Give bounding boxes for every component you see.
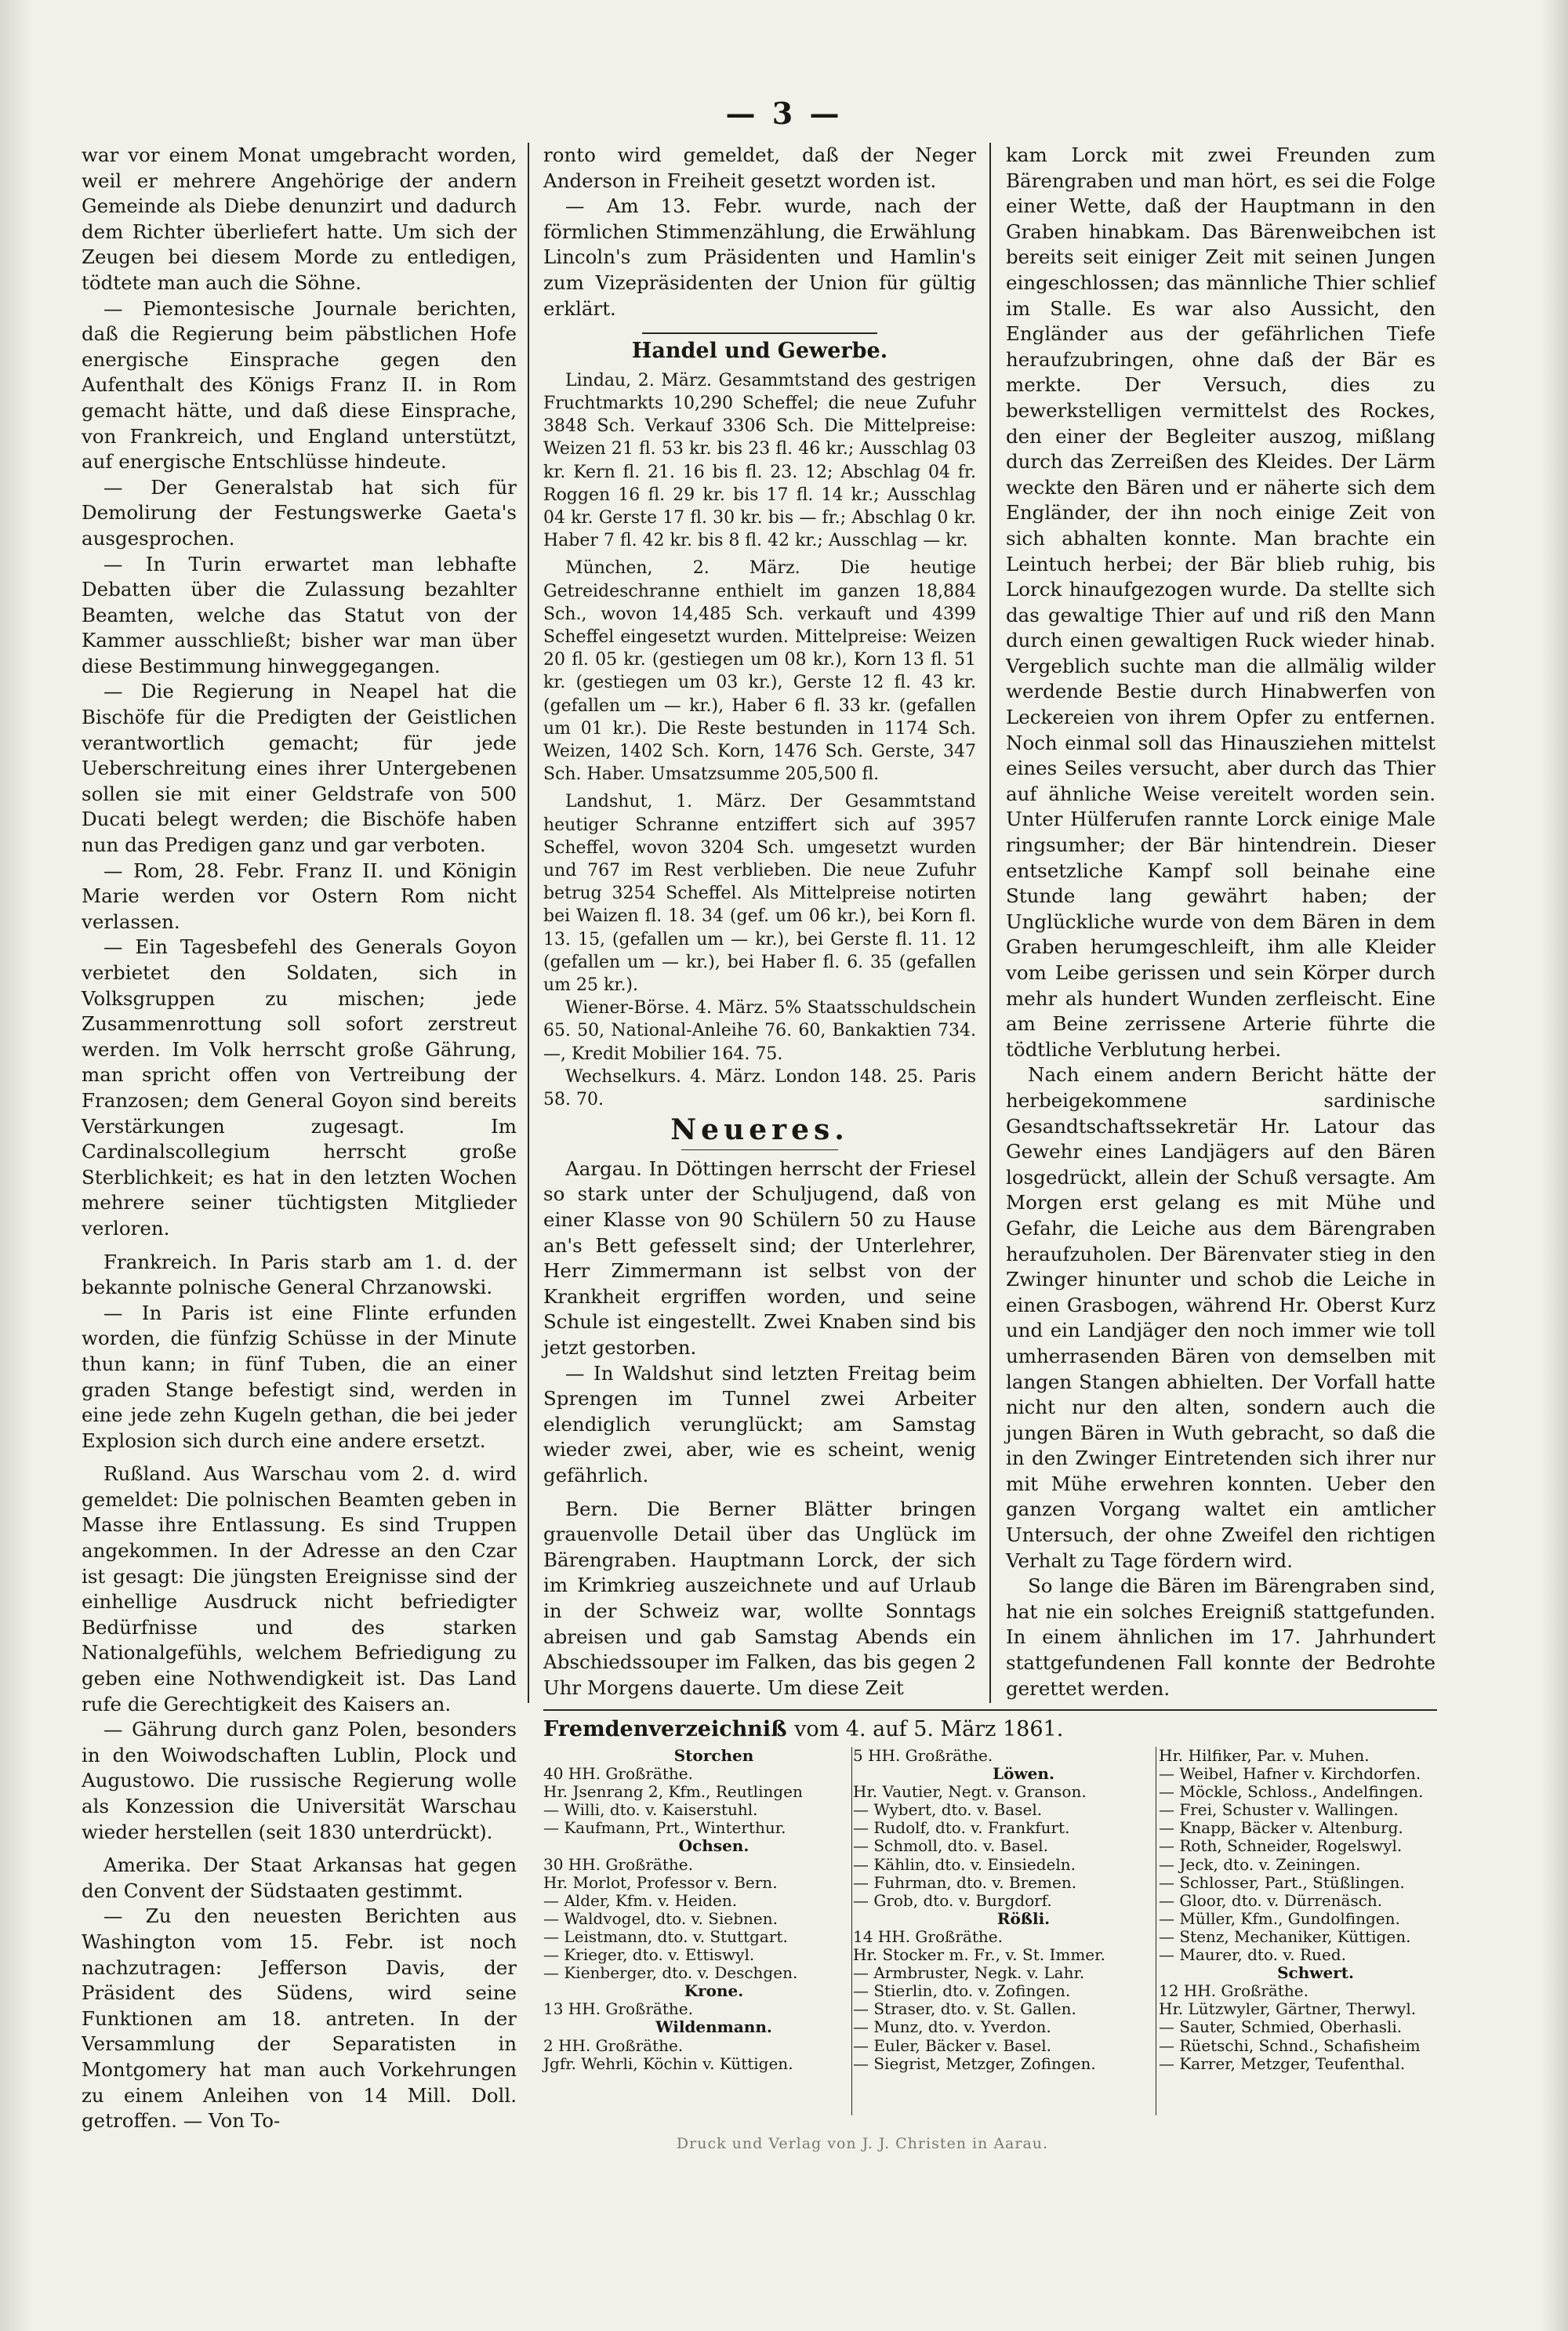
paragraph: ronto wird gemeldet, daß der Neger Anderson in Freiheit gesetzt worden ist. — [543, 143, 976, 192]
paragraph: Bern. Die Berner Blätter bringen grauenvolle Detail über das Unglück im Bärengraben. Hauptmann Lorck, der sich im Krimkrieg auszeichnete und auf Urlaub in der Schweiz war, wollte Sonntags abreisen und gab Samstag Abends ein Abschiedssouper im Falken, das bis gegen 2 Uhr Morgens dauerte. Um diese Zeit — [543, 1497, 976, 1699]
guest-entry: 30 HH. Großräthe. — [543, 1854, 693, 1874]
guest-entry: — Euler, Bäcker v. Basel. — [853, 2035, 1051, 2055]
hotel-name: Krone. — [684, 1981, 744, 2001]
column-rule-2 — [989, 143, 991, 1703]
guest-entry: — Karrer, Metzger, Teufenthal. — [1159, 2053, 1406, 2073]
guest-entry: Jgfr. Wehrli, Köchin v. Küttigen. — [543, 2053, 793, 2073]
article-column-1 — [82, 143, 517, 2134]
page-edge-left — [0, 0, 33, 2331]
paragraph: — Ein Tagesbefehl des Generals Goyon verbietet den Soldaten, sich in Volksgruppen zu mischen; jede Zusammenrottung soll sofort zerstreut werden. Im Volk herrscht große Gährung, man spricht offen von Vertreibung der Franzosen; dem General Goyon sind bereits Verstärkungen zugesagt. Im Cardinalscollegium herrscht große Sterblichkeit; es hat in den letzten Wochen mehrere seiner tüchtigsten Mitglieder verloren. — [82, 935, 517, 1240]
guest-entry: 2 HH. Großräthe. — [543, 2035, 684, 2055]
hotel-name: Rößli. — [996, 1908, 1051, 1928]
market-report: Wiener-Börse. 4. März. 5% Staatsschuldschein 65. 50, National-Anleihe 76. 60, Bankaktien 734. —, Kredit Mobilier 164. 75. — [543, 998, 976, 1064]
paragraph: — Piemontesische Journale berichten, daß die Regierung beim päbstlichen Hofe energische Einsprache gegen den Aufenthalt des Königs Franz II. in Rom gemacht hätte, und daß diese Einsprache, von Frankreich, und England unterstützt, auf energische Entschlüsse hindeute. — [82, 296, 517, 474]
guest-entry: — Maurer, dto. v. Rued. — [1159, 1945, 1346, 1965]
hotel-name: Löwen. — [993, 1764, 1054, 1784]
fremden-heading: Fremdenverzeichniß — [543, 1717, 787, 1741]
paragraph: — In Turin erwartet man lebhafte Debatten über die Zulassung bezahlter Beamten, welche das Statut von der Kammer ausschließt; bisher war man über diese Bestimmung hinweggegangen. — [82, 552, 517, 677]
guest-entry: — Willi, dto. v. Kaiserstuhl. — [543, 1800, 758, 1820]
guest-entry: — Straser, dto. v. St. Gallen. — [853, 1999, 1076, 2019]
guest-entry: Hr. Vautier, Negt. v. Granson. — [853, 1782, 1087, 1802]
guest-entry: 13 HH. Großräthe. — [543, 1999, 693, 2019]
paragraph: — Gährung durch ganz Polen, besonders in den Woiwodschaften Lublin, Plock und Augustowo. Die russische Regierung wolle als Konzession die Universität Warschau wieder herstellen (seit 1830 unterdrückt). — [82, 1718, 517, 1843]
market-report: Landshut, 1. März. Der Gesammtstand heutiger Schranne entziffert sich auf 3957 Scheffel, wovon 3204 Sch. umgesetzt wurden und 767 im Rest verblieben. Die neue Zufuhr betrug 3254 Scheffel. Als Mittelpreise notirten bei Waizen fl. 18. 34 (gef. um 06 kr.), bei Korn fl. 13. 15, (gefallen um — kr.), bei Gerste fl. 11. 12 (gefallen um — kr.), bei Haber fl. 6. 35 (gefallen um 25 kr.). — [543, 792, 976, 996]
paragraph: — In Paris ist eine Flinte erfunden worden, die fünfzig Schüsse in der Minute thun kann; in fünf Tuben, die an einer graden Stange befestigt sind, werden in eine jede zehn Kugeln gethan, die bei jeder Explosion sich durch eine andere ersetzt. — [82, 1301, 517, 1452]
article-column-2 — [543, 143, 976, 1701]
guest-entry: — Gloor, dto. v. Dürrenäsch. — [1159, 1890, 1383, 1910]
guest-entry: — Schlosser, Part., Stüßlingen. — [1159, 1872, 1405, 1892]
paragraph: — Am 13. Febr. wurde, nach der förmlichen Stimmenzählung, die Erwählung Lincoln's zum Präsidenten und Hamlin's zum Vizepräsidenten der Union für gültig erklärt. — [543, 194, 976, 320]
guest-entry: — Roth, Schneider, Rogelswyl. — [1159, 1836, 1403, 1856]
guest-entry: — Wybert, dto. v. Basel. — [853, 1800, 1043, 1820]
guest-entry: — Siegrist, Metzger, Zofingen. — [853, 2053, 1096, 2073]
paragraph: kam Lorck mit zwei Freunden zum Bärengraben und man hört, es sei die Folge einer Wette, daß der Hauptmann in den Graben hinabkam. Das Bärenweibchen ist bereits seit einiger Zeit mit seinen Jungen eingeschlossen; das männliche Thier schlief im Stalle. Es war also Aussicht, den Engländer aus der gefährlichen Tiefe heraufzubringen, ohne daß der Bär es merkte. Der Versuch, dies zu bewerkstelligen vermittelst des Rockes, den einer der Begleiter auszog, mißlang durch das Zerreißen des Kleides. Der Lärm weckte den Bären und er näherte sich dem Engländer, der ihn noch einige Zeit von sich abhalten konnte. Man brachte ein Leintuch herbei; der Bär blieb ruhig, bis Lorck hinaufgezogen wurde. Da stellte sich das gewaltige Thier auf und riß den Mann durch einen gewaltigen Ruck wieder hinab. Vergeblich suchte man die allmälig wilder werdende Bestie durch Hinabwerfen von Leckereien von ihrem Opfer zu entfernen. Noch einmal soll das Hinausziehen mittelst eines Seiles versucht, aber durch das Thier auf ähnliche Weise vereitelt worden sein. Unter Hülferufen rannte Lorck einige Male ringsumher; der Bär hintendrein. Dieser entsetzliche Kampf soll beinahe eine Stunde lang gewährt haben; der Unglückliche wurde von dem Bären in dem Graben herumgeschleift, ihm alle Kleider vom Leibe gerissen und sein Körper durch mehr als hundert Wunden zerfleischt. Eine am Beine zerrissene Arterie führte die tödtliche Verblutung herbei. — [1006, 143, 1436, 1061]
section-heading-neueres: Neueres. — [670, 1113, 849, 1147]
guest-entry: — Stierlin, dto. v. Zofingen. — [853, 1981, 1071, 2001]
market-report: München, 2. März. Die heutige Getreideschranne enthielt im ganzen 18,884 Sch., wovon 14,485 Sch. verkauft und 4399 Scheffel eingesetzt wurden. Mittelpreise: Weizen 20 fl. 05 kr. (gestiegen um 08 kr.), Korn 13 fl. 51 kr. (gestiegen um 03 kr.), Gerste 12 fl. 43 kr. (gefallen um — kr.), Haber 6 fl. 33 kr. (gefallen um 01 kr.). Die Reste bestunden in 1174 Sch. Weizen, 1402 Sch. Korn, 1476 Sch. Gerste, 347 Sch. Haber. Umsatzsumme 205,500 fl. — [543, 558, 976, 785]
market-report: Wechselkurs. 4. März. London 148. 25. Paris 58. 70. — [543, 1066, 976, 1110]
hotel-name: Wildenmann. — [655, 2017, 772, 2037]
page-edge-right — [1540, 0, 1568, 2331]
guest-entry: — Krieger, dto. v. Ettiswyl. — [543, 1945, 755, 1965]
paragraph-russland: Rußland. Aus Warschau vom 2. d. wird gemeldet: Die polnischen Beamten geben in Masse ihre Entlassung. Es sind Truppen angekommen. In der Adresse an den Czar ist gesagt: Die jüngsten Ereignisse sind der einhellige Ausdruck nicht befriedigter Bedürfnisse und des starken Nationalgefühls, welchem Befriedigung zu geben eine Nothwendigkeit ist. Das Land rufe die Gerechtigkeit des Kaisers an. — [82, 1462, 517, 1716]
paragraph: Aargau. In Döttingen herrscht der Friesel so stark unter der Schuljugend, daß von einer Klasse von 90 Schülern 50 zu Hause an's Bett gefesselt sind; der Unterlehrer, Herr Zimmermann ist selbst von der Krankheit ergriffen worden, und seine Schule ist eingestellt. Zwei Knaben sind bis jetzt gestorben. — [543, 1156, 976, 1359]
paragraph: war vor einem Monat umgebracht worden, weil er mehrere Angehörige der andern Gemeinde als Diebe denunzirt und dadurch dem Richter überliefert hatte. Um sich der Zeugen bei diesem Morde zu entledigen, tödtete man auch die Söhne. — [82, 143, 517, 294]
guest-entry: — Rudolf, dto. v. Frankfurt. — [853, 1818, 1070, 1838]
column-rule-1 — [528, 143, 529, 1703]
guest-entry: 12 HH. Großräthe. — [1159, 1981, 1308, 2001]
imprint: Druck und Verlag von J. J. Christen in Aarau. — [676, 2135, 1049, 2152]
guest-entry: — Kienberger, dto. v. Deschgen. — [543, 1963, 798, 1983]
guest-entry: — Grob, dto. v. Burgdorf. — [853, 1890, 1052, 1910]
guest-list-column-2 — [853, 1747, 1163, 2073]
guest-entry: — Kaufmann, Prt., Winterthur. — [543, 1818, 786, 1838]
guest-entry: Hr. Jsenrang 2, Kfm., Reutlingen — [543, 1782, 803, 1802]
guest-entry: — Munz, dto. v. Yverdon. — [853, 2017, 1051, 2037]
guest-entry: — Frei, Schuster v. Wallingen. — [1159, 1800, 1399, 1820]
guest-list-column-3 — [1159, 1747, 1441, 2073]
paragraph: — Die Regierung in Neapel hat die Bischöfe für die Predigten der Geistlichen verantwortlich gemacht; für jede Ueberschreitung eines ihrer Untergebenen sollen sie mit einer Geldstrafe von 500 Ducati belegt werden; die Bischöfe haben nun das Predigen ganz und gar verboten. — [82, 680, 517, 857]
guest-entry: — Kählin, dto. v. Einsiedeln. — [853, 1854, 1076, 1874]
section-rule — [642, 332, 877, 334]
article-column-3 — [1006, 143, 1436, 1701]
guest-entry: — Weibel, Hafner v. Kirchdorfen. — [1159, 1764, 1421, 1784]
guest-entry: 5 HH. Großräthe. — [853, 1746, 993, 1765]
guest-entry: — Sauter, Schmied, Oberhasli. — [1159, 2017, 1403, 2037]
guest-entry: — Schmoll, dto. v. Basel. — [853, 1836, 1049, 1856]
guest-entry: Hr. Stocker m. Fr., v. St. Immer. — [853, 1945, 1105, 1965]
guest-entry: Hr. Morlot, Professor v. Bern. — [543, 1872, 778, 1892]
paragraph: — Der Generalstab hat sich für Demolirung der Festungswerke Gaeta's ausgesprochen. — [82, 475, 517, 550]
guest-entry: Hr. Hilfiker, Par. v. Muhen. — [1159, 1746, 1370, 1765]
guest-entry: — Armbruster, Negk. v. Lahr. — [853, 1963, 1085, 1983]
guest-entry: — Stenz, Mechaniker, Küttigen. — [1159, 1926, 1411, 1946]
hotel-name: Storchen — [673, 1746, 754, 1765]
guest-entry: Hr. Lützwyler, Gärtner, Therwyl. — [1159, 1999, 1417, 2019]
guest-entry: — Fuhrman, dto. v. Bremen. — [853, 1872, 1077, 1892]
paragraph: — In Waldshut sind letzten Freitag beim Sprengen im Tunnel zwei Arbeiter elendiglich verunglückt; am Samstag wieder zwei, aber, wie es scheint, wenig gefährlich. — [543, 1361, 976, 1487]
guest-entry: — Rüetschi, Schnd., Schafisheim — [1159, 2035, 1421, 2055]
fremden-title — [543, 1717, 1437, 1741]
guest-entry: — Knapp, Bäcker v. Altenburg. — [1159, 1818, 1403, 1838]
paragraph: — Zu den neuesten Berichten aus Washington vom 15. Febr. ist noch nachzutragen: Jefferson Davis, der Präsident des Südens, wird seine Funktionen am 18. antreten. In der Versammlung der Separatisten in Montgomery hat man auch Vorkehrungen zu einem Anleihen von 14 Mill. Doll. getroffen. — Von To- — [82, 1904, 517, 2133]
guest-entry: — Alder, Kfm. v. Heiden. — [543, 1890, 738, 1910]
guest-entry: — Möckle, Schloss., Andelfingen. — [1159, 1782, 1424, 1802]
guest-entry: — Müller, Kfm., Gundolfingen. — [1159, 1908, 1400, 1928]
guest-entry: — Waldvogel, dto. v. Siebnen. — [543, 1908, 778, 1928]
page-number: — 3 — — [725, 96, 843, 131]
guest-list-column-1 — [543, 1747, 853, 2073]
guest-entry: 40 HH. Großräthe. — [543, 1764, 693, 1784]
paragraph: So lange die Bären im Bärengraben sind, hat nie ein solches Ereigniß stattgefunden. In einem ähnlichen im 17. Jahrhundert stattgefundenen Fall konnte der Bedrohte gerettet werden. — [1006, 1574, 1436, 1700]
guest-entry: — Jeck, dto. v. Zeiningen. — [1159, 1854, 1361, 1874]
paragraph-amerika: Amerika. Der Staat Arkansas hat gegen den Convent der Südstaaten gestimmt. — [82, 1854, 517, 1902]
paragraph: — Rom, 28. Febr. Franz II. und Königin Marie werden vor Ostern Rom nicht verlassen. — [82, 859, 517, 933]
paragraph: Nach einem andern Bericht hätte der herbeigekommene sardinische Gesandtschaftssekretär Hr. Latour das Gewehr eines Landjägers auf den Bären losgedrückt, allein der Schuß versagte. Am Morgen erst gelang es mit Mühe und Gefahr, die Leiche aus dem Bärengraben heraufzuholen. Der Bärenvater stieg in den Zwinger hinunter und schob die Leiche in einen Grasbogen, während Hr. Oberst Kurz und ein Landjäger den noch immer wie toll umherrasenden Bären von demselben mit langen Stangen abhielten. Der Vorfall hatte nicht nur den alten, sondern auch die jungen Bären in Wuth gebracht, so daß die in den Zwinger Eintretenden sich ihrer nur mit Mühe erwehren konnten. Ueber den ganzen Vorgang waltet ein amtlicher Untersuch, der ohne Zweifel den richtigen Verhalt zu Tage fördern wird. — [1006, 1063, 1436, 1572]
fremden-date: vom 4. auf 5. März 1861. — [794, 1717, 1064, 1741]
fremden-top-rule — [543, 1709, 1437, 1711]
hotel-name: Schwert. — [1277, 1963, 1354, 1983]
guest-entry: 14 HH. Großräthe. — [853, 1926, 1003, 1946]
hotel-name: Ochsen. — [678, 1836, 750, 1856]
paragraph-frankreich: Frankreich. In Paris starb am 1. d. der bekannte polnische General Chrzanowski. — [82, 1250, 517, 1299]
guest-entry: — Leistmann, dto. v. Stuttgart. — [543, 1926, 788, 1946]
section-rule — [681, 1149, 838, 1150]
market-report: Lindau, 2. März. Gesammtstand des gestrigen Fruchtmarkts 10,290 Scheffel; die neue Zufuhr 3848 Sch. Verkauf 3306 Sch. Die Mittelpreise: Weizen 21 fl. 53 kr. bis 23 fl. 46 kr.; Ausschlag 03 kr. Kern fl. 21. 16 bis fl. 23. 12; Abschlag 04 fr. Roggen 16 fl. 29 kr. bis 17 fl. 14 kr.; Ausschlag 04 kr. Gerste 17 fl. 30 kr. bis — fr.; Abschlag 0 kr. Haber 7 fl. 42 kr. bis 8 fl. 42 kr.; Ausschlag — kr. — [543, 370, 976, 551]
section-heading-handel: Handel und Gewerbe. — [631, 339, 888, 364]
